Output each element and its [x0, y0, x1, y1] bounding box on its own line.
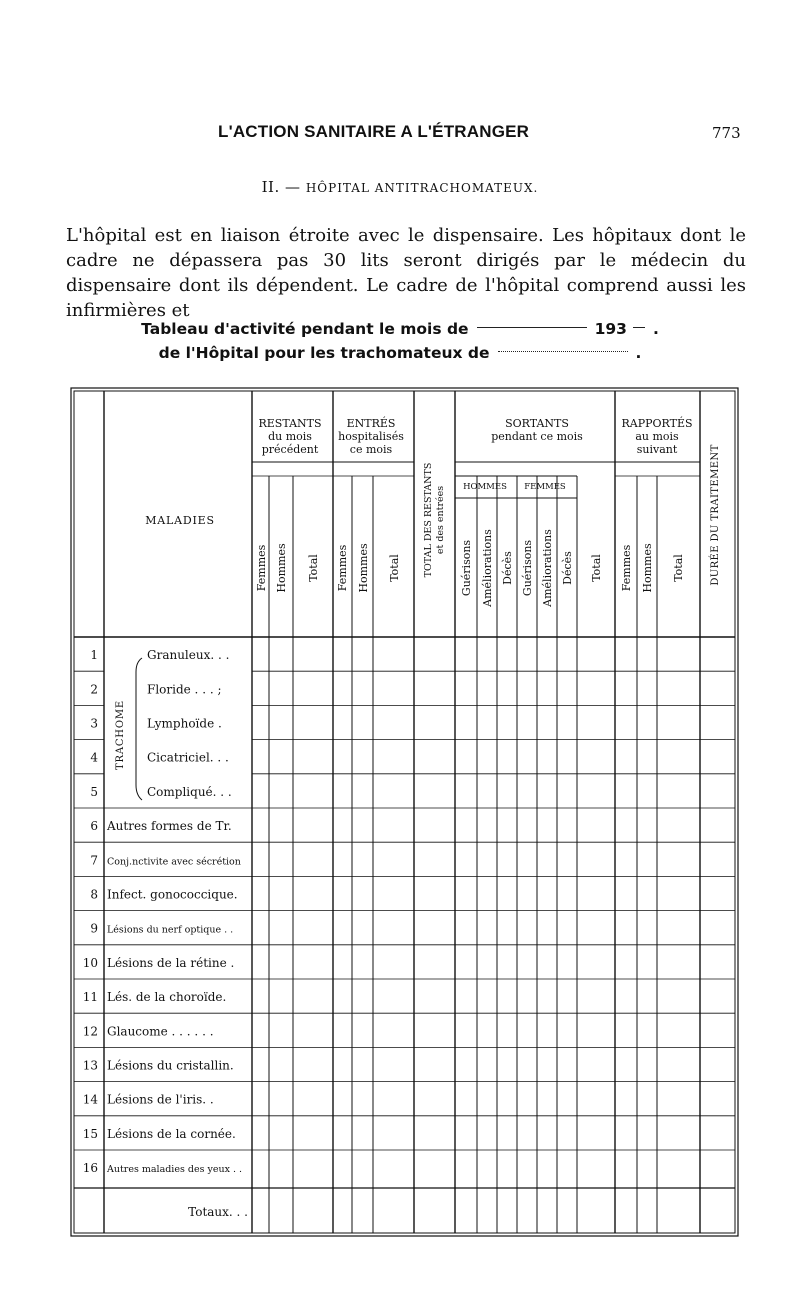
sortants-header-2: pendant ce mois: [491, 430, 583, 443]
section-heading: HÔPITAL ANTITRACHOMATEUX.: [305, 181, 539, 195]
page-number: 773: [712, 124, 741, 142]
duree-header: DURÉE DU TRAITEMENT: [710, 444, 721, 586]
entres-header-2: hospitalisés: [338, 430, 404, 443]
rapportes-header-1: RAPPORTÉS: [621, 417, 693, 430]
row-number: 6: [90, 819, 98, 834]
totaux-label: Totaux. . .: [188, 1205, 248, 1219]
sub-header-total: Total: [388, 554, 401, 582]
row-label: Lésions de la cornée.: [107, 1126, 236, 1141]
row-number: 16: [82, 1161, 98, 1176]
table-caption-line-1: Tableau d'activité pendant le mois de 193 .: [141, 320, 659, 338]
row-number: 2: [90, 682, 98, 697]
row-number: 14: [82, 1092, 98, 1107]
total-restants-header-1: TOTAL DES RESTANTS: [423, 462, 434, 578]
trachome-bracket: [136, 658, 142, 800]
row-label: Infect. gonococcique.: [107, 887, 238, 902]
row-labels: [83, 648, 248, 1219]
caption-prefix-2: de l'Hôpital pour les trachomateux de: [158, 344, 490, 362]
sub-header-ameliorations: Améliorations: [481, 529, 494, 607]
sub-header-deces: Décès: [501, 551, 514, 585]
body-paragraph: L'hôpital est en liaison étroite avec le dispensaire. Les hôpitaux dont le cadre ne dépassera pas 30 lits seront dirigés par le médecin du dispensaire dont ils dépendent. Le cadre de l'hôpital comprend aussi les infirmières et: [66, 225, 746, 321]
row-number: 7: [90, 853, 98, 868]
row-label: Floride . . . ;: [147, 682, 222, 697]
rapportes-header-2: au mois: [635, 430, 679, 443]
trachome-label: TRACHOME: [115, 700, 126, 770]
sub-header-total: Total: [672, 554, 685, 582]
sub-header-deces: Décès: [561, 551, 574, 585]
row-number: 9: [90, 921, 98, 936]
row-label: Cicatriciel. . .: [147, 750, 229, 765]
row-label: Compliqué. . .: [147, 784, 232, 799]
caption-year: 193: [594, 320, 627, 338]
sub-header-total: Total: [307, 554, 320, 582]
row-number: 11: [82, 990, 98, 1005]
caption-prefix: Tableau d'activité pendant le mois de: [141, 320, 469, 338]
sub-header-femmes: Femmes: [336, 544, 349, 592]
row-label: Lés. de la choroïde.: [107, 990, 227, 1005]
row-label: Granuleux. . .: [147, 648, 230, 663]
sub-header-femmes: Femmes: [620, 544, 633, 592]
table-caption-line-2: de l'Hôpital pour les trachomateux de .: [158, 344, 642, 362]
row-number: 5: [90, 784, 98, 799]
sub-header-hommes: Hommes: [641, 543, 654, 593]
row-label: Autres maladies des yeux . .: [107, 1164, 243, 1176]
row-label: Lésions de la rétine .: [107, 955, 235, 970]
row-label: Autres formes de Tr.: [107, 819, 232, 834]
femmes-header: FEMMES: [524, 482, 566, 492]
sortants-header-1: SORTANTS: [505, 417, 569, 430]
restants-header-2: du mois: [268, 430, 312, 443]
hommes-header: HOMMES: [463, 482, 507, 492]
sub-header-hommes: Hommes: [357, 543, 370, 593]
restants-header-1: RESTANTS: [258, 417, 322, 430]
row-label: Glaucome . . . . . .: [107, 1024, 214, 1039]
row-number: 13: [82, 1058, 98, 1073]
total-restants-header-2: et des entrées: [435, 485, 446, 555]
header-title: L'ACTION SANITAIRE A L'ÉTRANGER: [218, 122, 530, 141]
entres-header-1: ENTRÉS: [346, 417, 396, 430]
sub-header-total: Total: [590, 554, 603, 582]
row-label: Lymphoïde .: [147, 716, 222, 731]
rapportes-header-3: suivant: [636, 443, 678, 456]
entres-header-3: ce mois: [349, 443, 393, 456]
maladies-header: MALADIES: [145, 514, 215, 527]
row-number: 10: [82, 955, 98, 970]
sub-header-ameliorations: Améliorations: [541, 529, 554, 607]
sub-header-hommes: Hommes: [275, 543, 288, 593]
sub-header-guerisons: Guérisons: [460, 539, 473, 597]
row-label: Lésions de l'iris. .: [107, 1092, 214, 1107]
row-number: 1: [90, 648, 98, 663]
row-label: Lésions du nerf optique . .: [107, 924, 234, 936]
sub-header-row: [255, 529, 685, 608]
section-number: II.: [261, 178, 280, 196]
row-number: 8: [90, 887, 98, 902]
section-dash: —: [285, 178, 301, 196]
restants-header-3: précédent: [261, 443, 319, 456]
row-label: Lésions du cristallin.: [107, 1058, 234, 1073]
row-number: 4: [90, 750, 98, 765]
row-label: Conj.nctivite avec sécrétion: [107, 856, 241, 868]
sub-header-guerisons: Guérisons: [521, 539, 534, 597]
row-number: 3: [90, 716, 98, 731]
row-number: 12: [82, 1024, 98, 1039]
row-number: 15: [82, 1126, 98, 1141]
sub-header-femmes: Femmes: [255, 544, 268, 592]
